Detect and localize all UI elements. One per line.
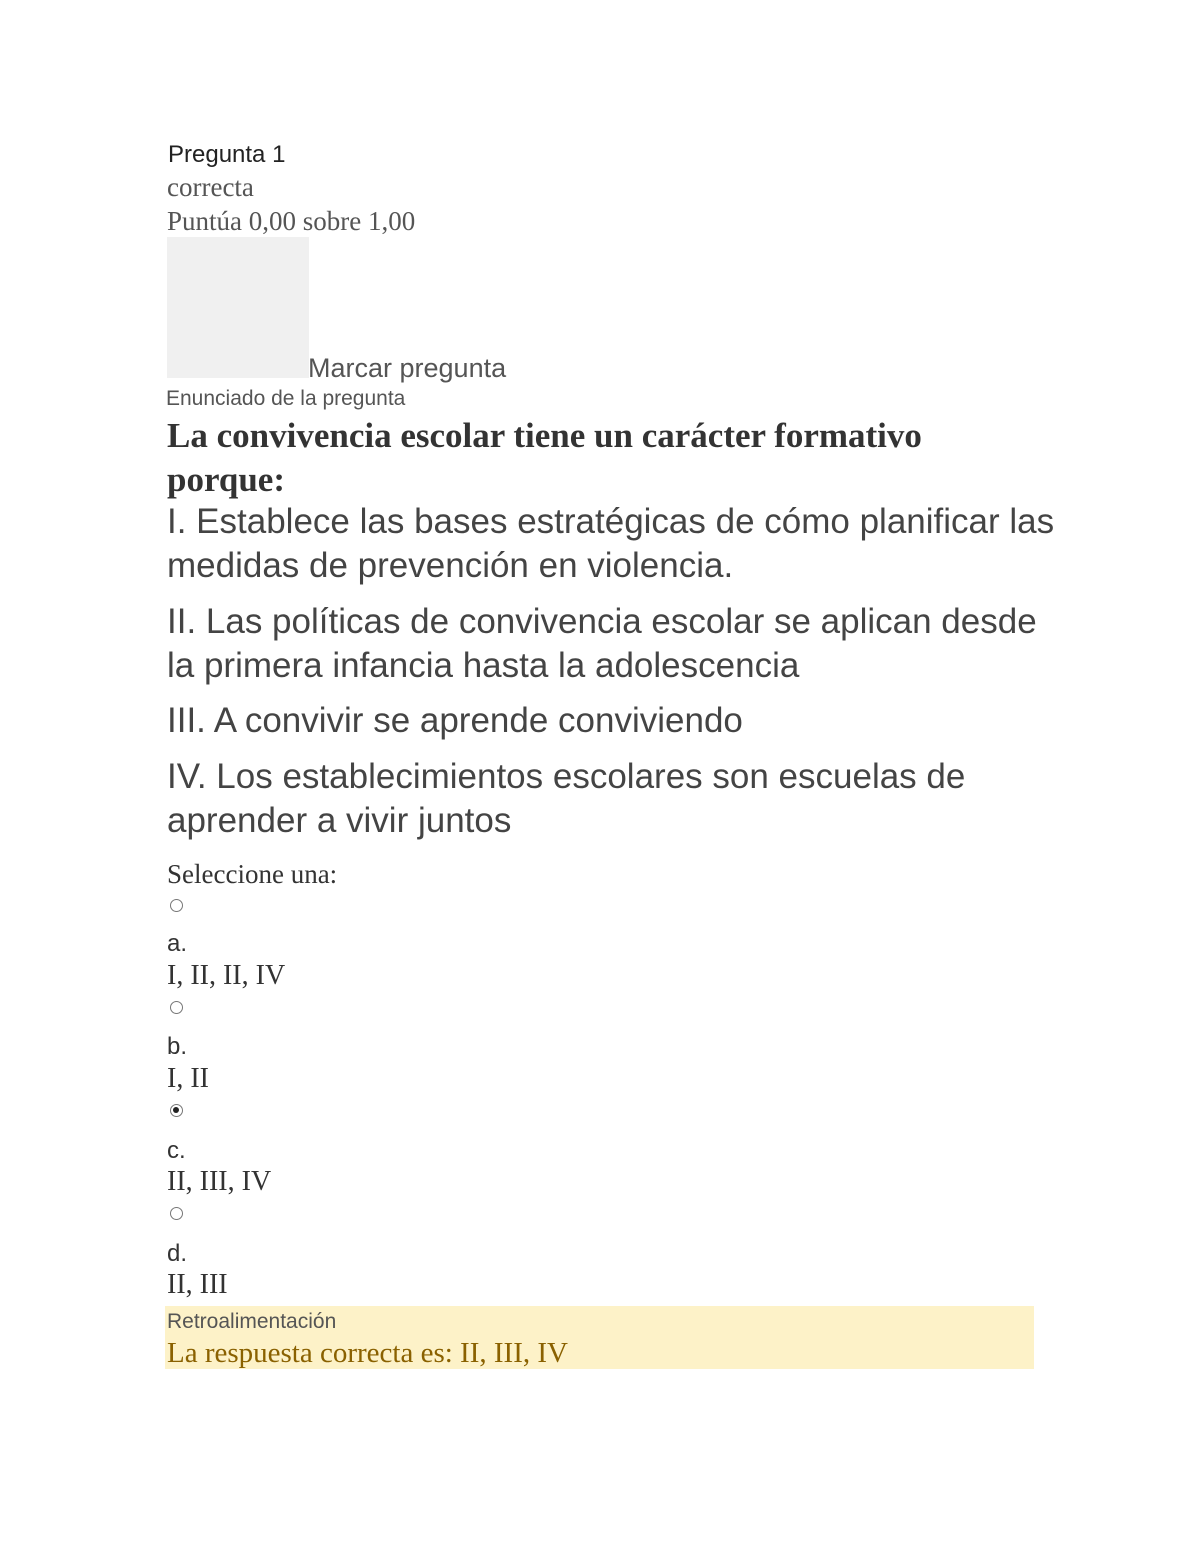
feedback-box	[165, 1306, 1034, 1369]
option-c-text[interactable]: II, III, IV	[167, 1166, 272, 1197]
option-a-radio[interactable]	[170, 899, 183, 912]
statement-item: II. Las políticas de convivencia escolar se aplican desde la primera infancia hasta la adolescencia	[167, 602, 1037, 685]
feedback-label: Retroalimentación	[167, 1310, 337, 1333]
option-d-radio[interactable]	[170, 1207, 183, 1220]
option-a-text[interactable]: I, II, II, IV	[167, 960, 286, 991]
question-state: correcta	[167, 172, 254, 202]
option-d-text[interactable]: II, III	[167, 1269, 228, 1300]
option-b-text[interactable]: I, II	[167, 1063, 209, 1094]
question-grade: Puntúa 0,00 sobre 1,00	[167, 206, 416, 236]
flag-question-link[interactable]: Marcar pregunta	[308, 353, 507, 383]
statement-item: IV. Los establecimientos escolares son escuelas de aprender a vivir juntos	[167, 757, 966, 840]
statement-label: Enunciado de la pregunta	[166, 387, 406, 410]
option-b-radio[interactable]	[170, 1001, 183, 1014]
question-text: La convivencia escolar tiene un carácter formativo porque:	[167, 416, 922, 499]
question-number: Pregunta 1	[168, 141, 286, 168]
option-b-letter[interactable]: b.	[167, 1033, 188, 1060]
option-c-radio[interactable]	[170, 1104, 183, 1117]
statement-item: III. A convivir se aprende conviviendo	[167, 701, 743, 740]
option-c-letter[interactable]: c.	[167, 1137, 186, 1164]
correct-answer-text: La respuesta correcta es: II, III, IV	[167, 1337, 568, 1369]
select-one-prompt: Seleccione una:	[167, 859, 338, 889]
option-a-letter[interactable]: a.	[167, 930, 188, 957]
statement-item: I. Establece las bases estratégicas de cómo planificar las medidas de prevención en violencia.	[167, 502, 1055, 585]
flag-icon[interactable]	[167, 237, 309, 378]
option-d-letter[interactable]: d.	[167, 1240, 188, 1267]
